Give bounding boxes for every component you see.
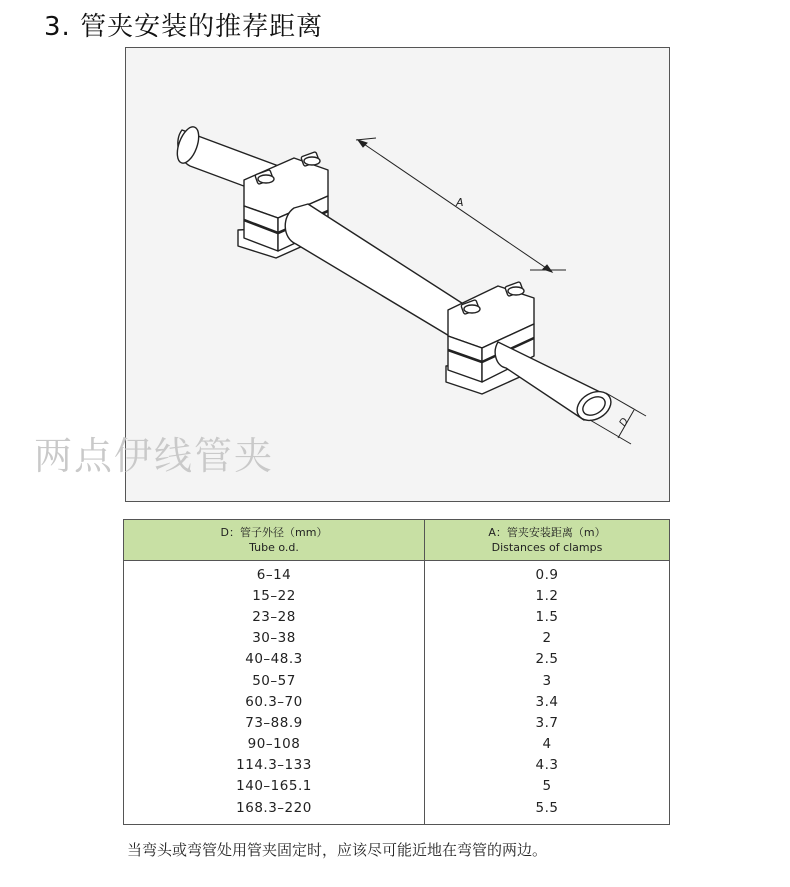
table-row bbox=[124, 797, 670, 825]
cell-tube-od: 73–88.9 bbox=[124, 712, 425, 733]
cell-tube-od: 140–165.1 bbox=[124, 776, 425, 797]
cell-distance: 3.4 bbox=[535, 693, 559, 710]
cell-distance: 0.9 bbox=[535, 566, 559, 583]
label-a: A bbox=[456, 196, 464, 209]
installation-note: 当弯头或弯管处用管夹固定时，应该尽可能近地在弯管的两边。 bbox=[127, 841, 548, 859]
cell-tube-od: 50–57 bbox=[124, 670, 425, 691]
table-row bbox=[124, 776, 670, 797]
cell-tube-od: 60.3–70 bbox=[124, 691, 425, 712]
cell-tube-od: 90–108 bbox=[124, 734, 425, 755]
cell-distance: 5.5 bbox=[535, 799, 559, 816]
cell-tube-od: 40–48.3 bbox=[124, 649, 425, 670]
label-d: D bbox=[617, 416, 632, 429]
cell-distance: 2.5 bbox=[535, 651, 559, 668]
clamp-distance-table bbox=[123, 519, 670, 825]
header-clamp-distance bbox=[425, 520, 670, 561]
cell-distance: 3 bbox=[542, 672, 552, 689]
header-tube-od bbox=[124, 520, 425, 561]
cell-tube-od: 6–14 bbox=[124, 561, 425, 586]
section-title: 3. 管夹安装的推荐距离 bbox=[44, 12, 324, 42]
cell-distance: 3.7 bbox=[535, 714, 559, 731]
cell-distance: 5 bbox=[542, 778, 552, 795]
cell-distance: 1.5 bbox=[535, 608, 559, 625]
cell-tube-od: 23–28 bbox=[124, 606, 425, 627]
cell-tube-od: 168.3–220 bbox=[124, 797, 425, 825]
watermark-text: 两点伊线管夹 bbox=[34, 434, 275, 478]
cell-distance: 1.2 bbox=[535, 587, 559, 604]
table-row bbox=[124, 606, 670, 627]
table-row bbox=[124, 755, 670, 776]
table-row bbox=[124, 734, 670, 755]
cell-tube-od: 15–22 bbox=[124, 585, 425, 606]
header-tube-od-en: Tube o.d. bbox=[249, 541, 299, 554]
cell-distance: 4.3 bbox=[535, 757, 559, 774]
cell-tube-od: 114.3–133 bbox=[124, 755, 425, 776]
table-row bbox=[124, 585, 670, 606]
header-clamp-distance-cn: A：管夹安装距离（m） bbox=[488, 526, 606, 539]
table-row bbox=[124, 628, 670, 649]
table-header-row bbox=[124, 520, 670, 561]
cell-distance: 4 bbox=[542, 736, 552, 753]
table-row bbox=[124, 561, 670, 586]
cell-distance: 2 bbox=[542, 630, 552, 647]
header-clamp-distance-en: Distances of clamps bbox=[491, 541, 603, 554]
table-row bbox=[124, 649, 670, 670]
header-tube-od-cn: D：管子外径（mm） bbox=[220, 526, 328, 539]
cell-tube-od: 30–38 bbox=[124, 628, 425, 649]
table-row bbox=[124, 670, 670, 691]
table-row bbox=[124, 712, 670, 733]
table-row bbox=[124, 691, 670, 712]
